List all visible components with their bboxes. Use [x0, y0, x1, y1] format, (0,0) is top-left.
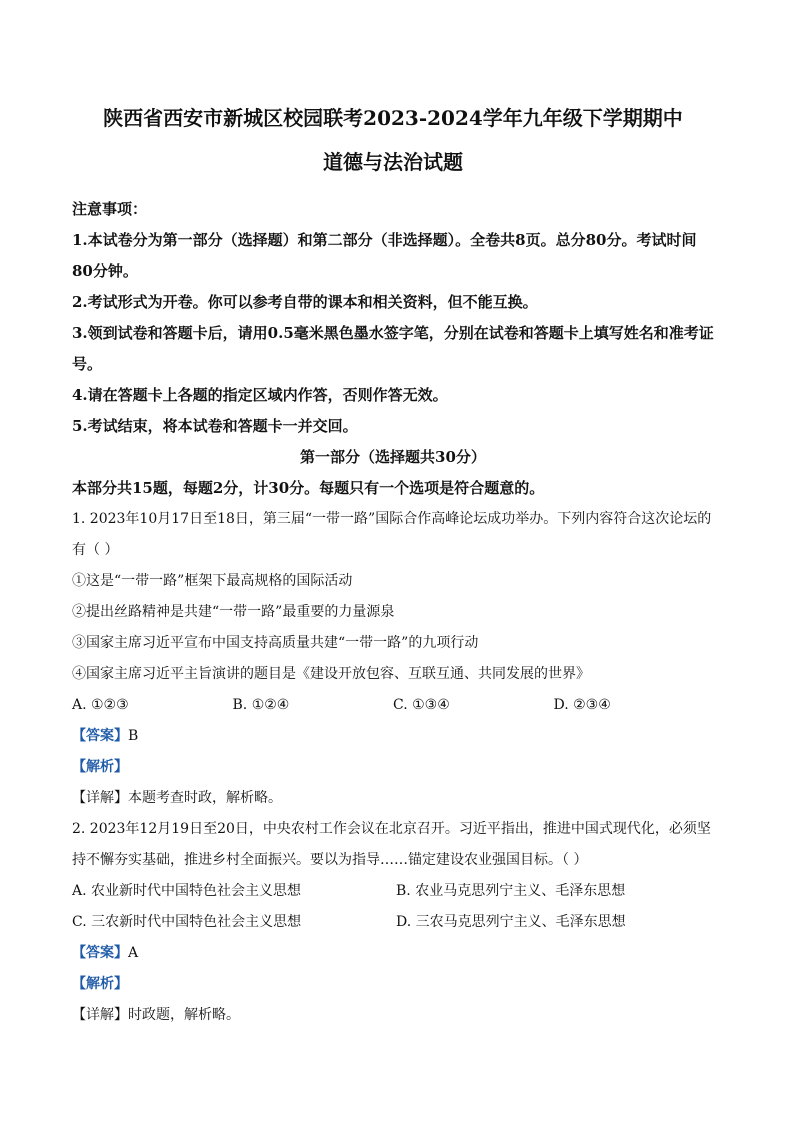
- analysis-tag: 【解析】: [72, 976, 128, 992]
- detail-tag: 【详解】: [72, 790, 128, 806]
- question-2-options: [72, 876, 714, 938]
- analysis-tag: 【解析】: [72, 759, 128, 775]
- question-1-statement-3: ③国家主席习近平宣布中国支持高质量共建“一带一路”的九项行动: [72, 635, 479, 651]
- notice-list: [72, 225, 714, 442]
- detail-text: 本题考查时政，解析略。: [128, 790, 282, 806]
- question-2-text: 2. 2023年12月19日至20日，中央农村工作会议在北京召开。习近平指出，推进中国式现代化，必须坚持不懈夯实基础，推进乡村全面振兴。要以为指导……锚定建设农业强国目标。（ ）: [72, 821, 711, 868]
- question-1-options: [72, 690, 714, 721]
- question-2: [72, 814, 714, 1031]
- question-1: [72, 504, 714, 814]
- answer-value: A: [128, 945, 139, 961]
- question-1-statement-2: ②提出丝路精神是共建“一带一路”最重要的力量源泉: [72, 604, 395, 620]
- answer-tag: 【答案】: [72, 945, 128, 961]
- question-2-option-c: C. 三农新时代中国特色社会主义思想: [72, 914, 302, 930]
- question-1-text: 1. 2023年10月17日至18日，第三届“一带一路”国际合作高峰论坛成功举办。下列内容符合这次论坛的有（ ）: [72, 511, 712, 558]
- question-1-option-d: D. ②③④: [553, 697, 611, 713]
- question-1-option-b: B. ①②④: [232, 697, 290, 713]
- question-2-option-d: D. 三农马克思列宁主义、毛泽东思想: [396, 914, 626, 930]
- exam-title: 陕西省西安市新城区校园联考2023-2024学年九年级下学期期中: [103, 106, 683, 130]
- question-1-option-a: A. ①②③: [72, 697, 129, 713]
- section-title: 第一部分（选择题共30分）: [300, 448, 486, 466]
- question-2-detail: [72, 1000, 714, 1031]
- notice-heading: 注意事项：: [72, 200, 148, 218]
- notice-item-3: 3.领到试卷和答题卡后，请用0.5毫米黑色墨水签字笔，分别在试卷和答题卡上填写姓名和准考证号。: [72, 324, 714, 373]
- detail-text: 时政题，解析略。: [128, 1007, 240, 1023]
- question-2-option-b: B. 农业马克思列宁主义、毛泽东思想: [396, 883, 626, 899]
- notice-item-5: 5.考试结束，将本试卷和答题卡一并交回。: [72, 417, 358, 435]
- detail-tag: 【详解】: [72, 1007, 128, 1023]
- question-2-option-a: A. 农业新时代中国特色社会主义思想: [72, 883, 302, 899]
- notice-item-1: 1.本试卷分为第一部分（选择题）和第二部分（非选择题）。全卷共8页。总分80分。考试时间80分钟。: [72, 231, 697, 280]
- question-1-statement-4: ④国家主席习近平主旨演讲的题目是《建设开放包容、互联互通、共同发展的世界》: [72, 666, 590, 682]
- notice-item-2: 2.考试形式为开卷。你可以参考自带的课本和相关资料，但不能互换。: [72, 293, 538, 311]
- exam-subtitle: 道德与法治试题: [323, 150, 463, 174]
- answer-tag: 【答案】: [72, 728, 128, 744]
- question-1-detail: [72, 783, 714, 814]
- question-1-statement-1: ①这是“一带一路”框架下最高规格的国际活动: [72, 573, 353, 589]
- notice-item-4: 4.请在答题卡上各题的指定区域内作答，否则作答无效。: [72, 386, 448, 404]
- question-1-analysis: [72, 752, 714, 783]
- question-2-analysis: [72, 969, 714, 1000]
- question-1-option-c: C. ①③④: [393, 697, 450, 713]
- answer-value: B: [128, 728, 139, 744]
- question-2-answer: [72, 938, 714, 969]
- section-description: 本部分共15题，每题2分，计30分。每题只有一个选项是符合题意的。: [72, 479, 545, 497]
- question-1-answer: [72, 721, 714, 752]
